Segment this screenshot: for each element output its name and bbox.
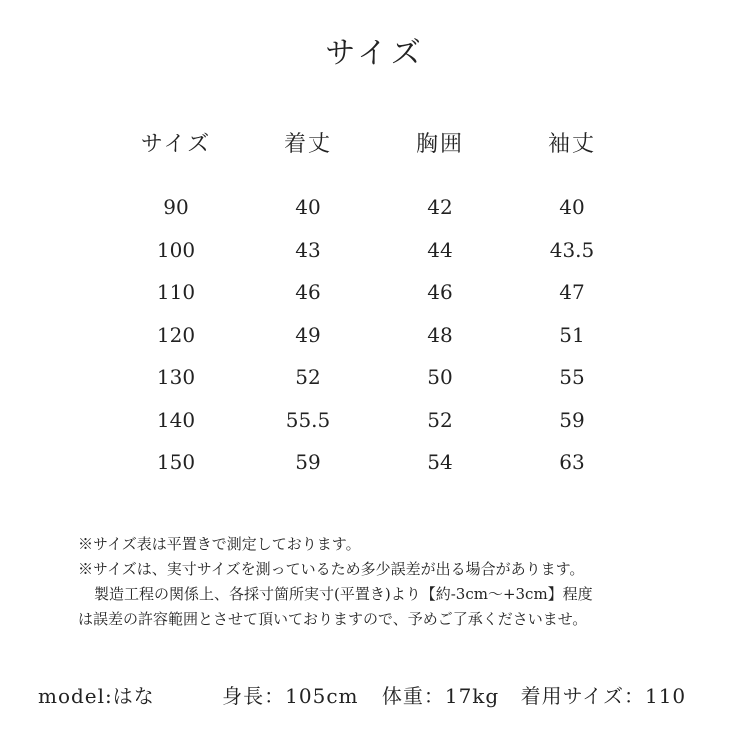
header-sleeve: 袖丈 — [547, 131, 596, 157]
cell-size: 110 — [156, 280, 196, 305]
cell-chest: 54 — [427, 450, 453, 475]
cell-length: 43 — [295, 237, 321, 262]
cell-sleeve: 47 — [559, 280, 585, 305]
model-info — [38, 680, 738, 709]
page-title: サイズ — [325, 36, 425, 71]
cell-size: 150 — [156, 450, 196, 475]
cell-length: 55.5 — [285, 407, 331, 432]
table-row — [110, 441, 640, 484]
cell-size: 140 — [156, 407, 196, 432]
note-line: ※サイズ表は平置きで測定しております。 — [78, 535, 361, 553]
cell-size: 90 — [163, 195, 189, 220]
cell-sleeve: 51 — [559, 322, 585, 347]
model-worn-size: 着用サイズ：110 — [520, 684, 687, 708]
cell-length: 59 — [295, 450, 321, 475]
cell-size: 100 — [156, 237, 196, 262]
model-height: 身長：105cm — [222, 684, 359, 708]
table-row — [110, 314, 640, 357]
cell-sleeve: 55 — [559, 365, 585, 390]
note-line: 製造工程の関係上、各採寸箇所実寸(平置き)より【約-3cm～+3cm】程度 — [94, 585, 593, 603]
table-row — [110, 356, 640, 399]
cell-length: 49 — [295, 322, 321, 347]
cell-sleeve: 40 — [559, 195, 585, 220]
cell-size: 130 — [156, 365, 196, 390]
cell-chest: 52 — [427, 407, 453, 432]
table-header-row — [110, 112, 640, 172]
cell-sleeve: 59 — [559, 407, 585, 432]
cell-length: 52 — [295, 365, 321, 390]
cell-chest: 44 — [427, 237, 453, 262]
header-size: サイズ — [140, 131, 212, 157]
cell-chest: 48 — [427, 322, 453, 347]
model-name: model:はな — [38, 684, 155, 708]
table-row — [110, 229, 640, 272]
cell-chest: 50 — [427, 365, 453, 390]
table-row — [110, 271, 640, 314]
table-row — [110, 399, 640, 442]
size-notes — [78, 532, 718, 632]
size-table — [110, 112, 640, 484]
cell-chest: 46 — [427, 280, 453, 305]
header-length: 着丈 — [283, 131, 332, 157]
header-chest: 胸囲 — [415, 131, 464, 157]
cell-length: 46 — [295, 280, 321, 305]
table-row — [110, 186, 640, 229]
model-weight: 体重：17kg — [381, 684, 500, 708]
cell-sleeve: 43.5 — [549, 237, 595, 262]
cell-chest: 42 — [427, 195, 453, 220]
cell-length: 40 — [295, 195, 321, 220]
note-line: は誤差の許容範囲とさせて頂いておりますので、予めご了承くださいませ。 — [78, 610, 588, 628]
note-line: ※サイズは、実寸サイズを測っているため多少誤差が出る場合があります。 — [78, 560, 585, 578]
cell-size: 120 — [156, 322, 196, 347]
cell-sleeve: 63 — [559, 450, 585, 475]
